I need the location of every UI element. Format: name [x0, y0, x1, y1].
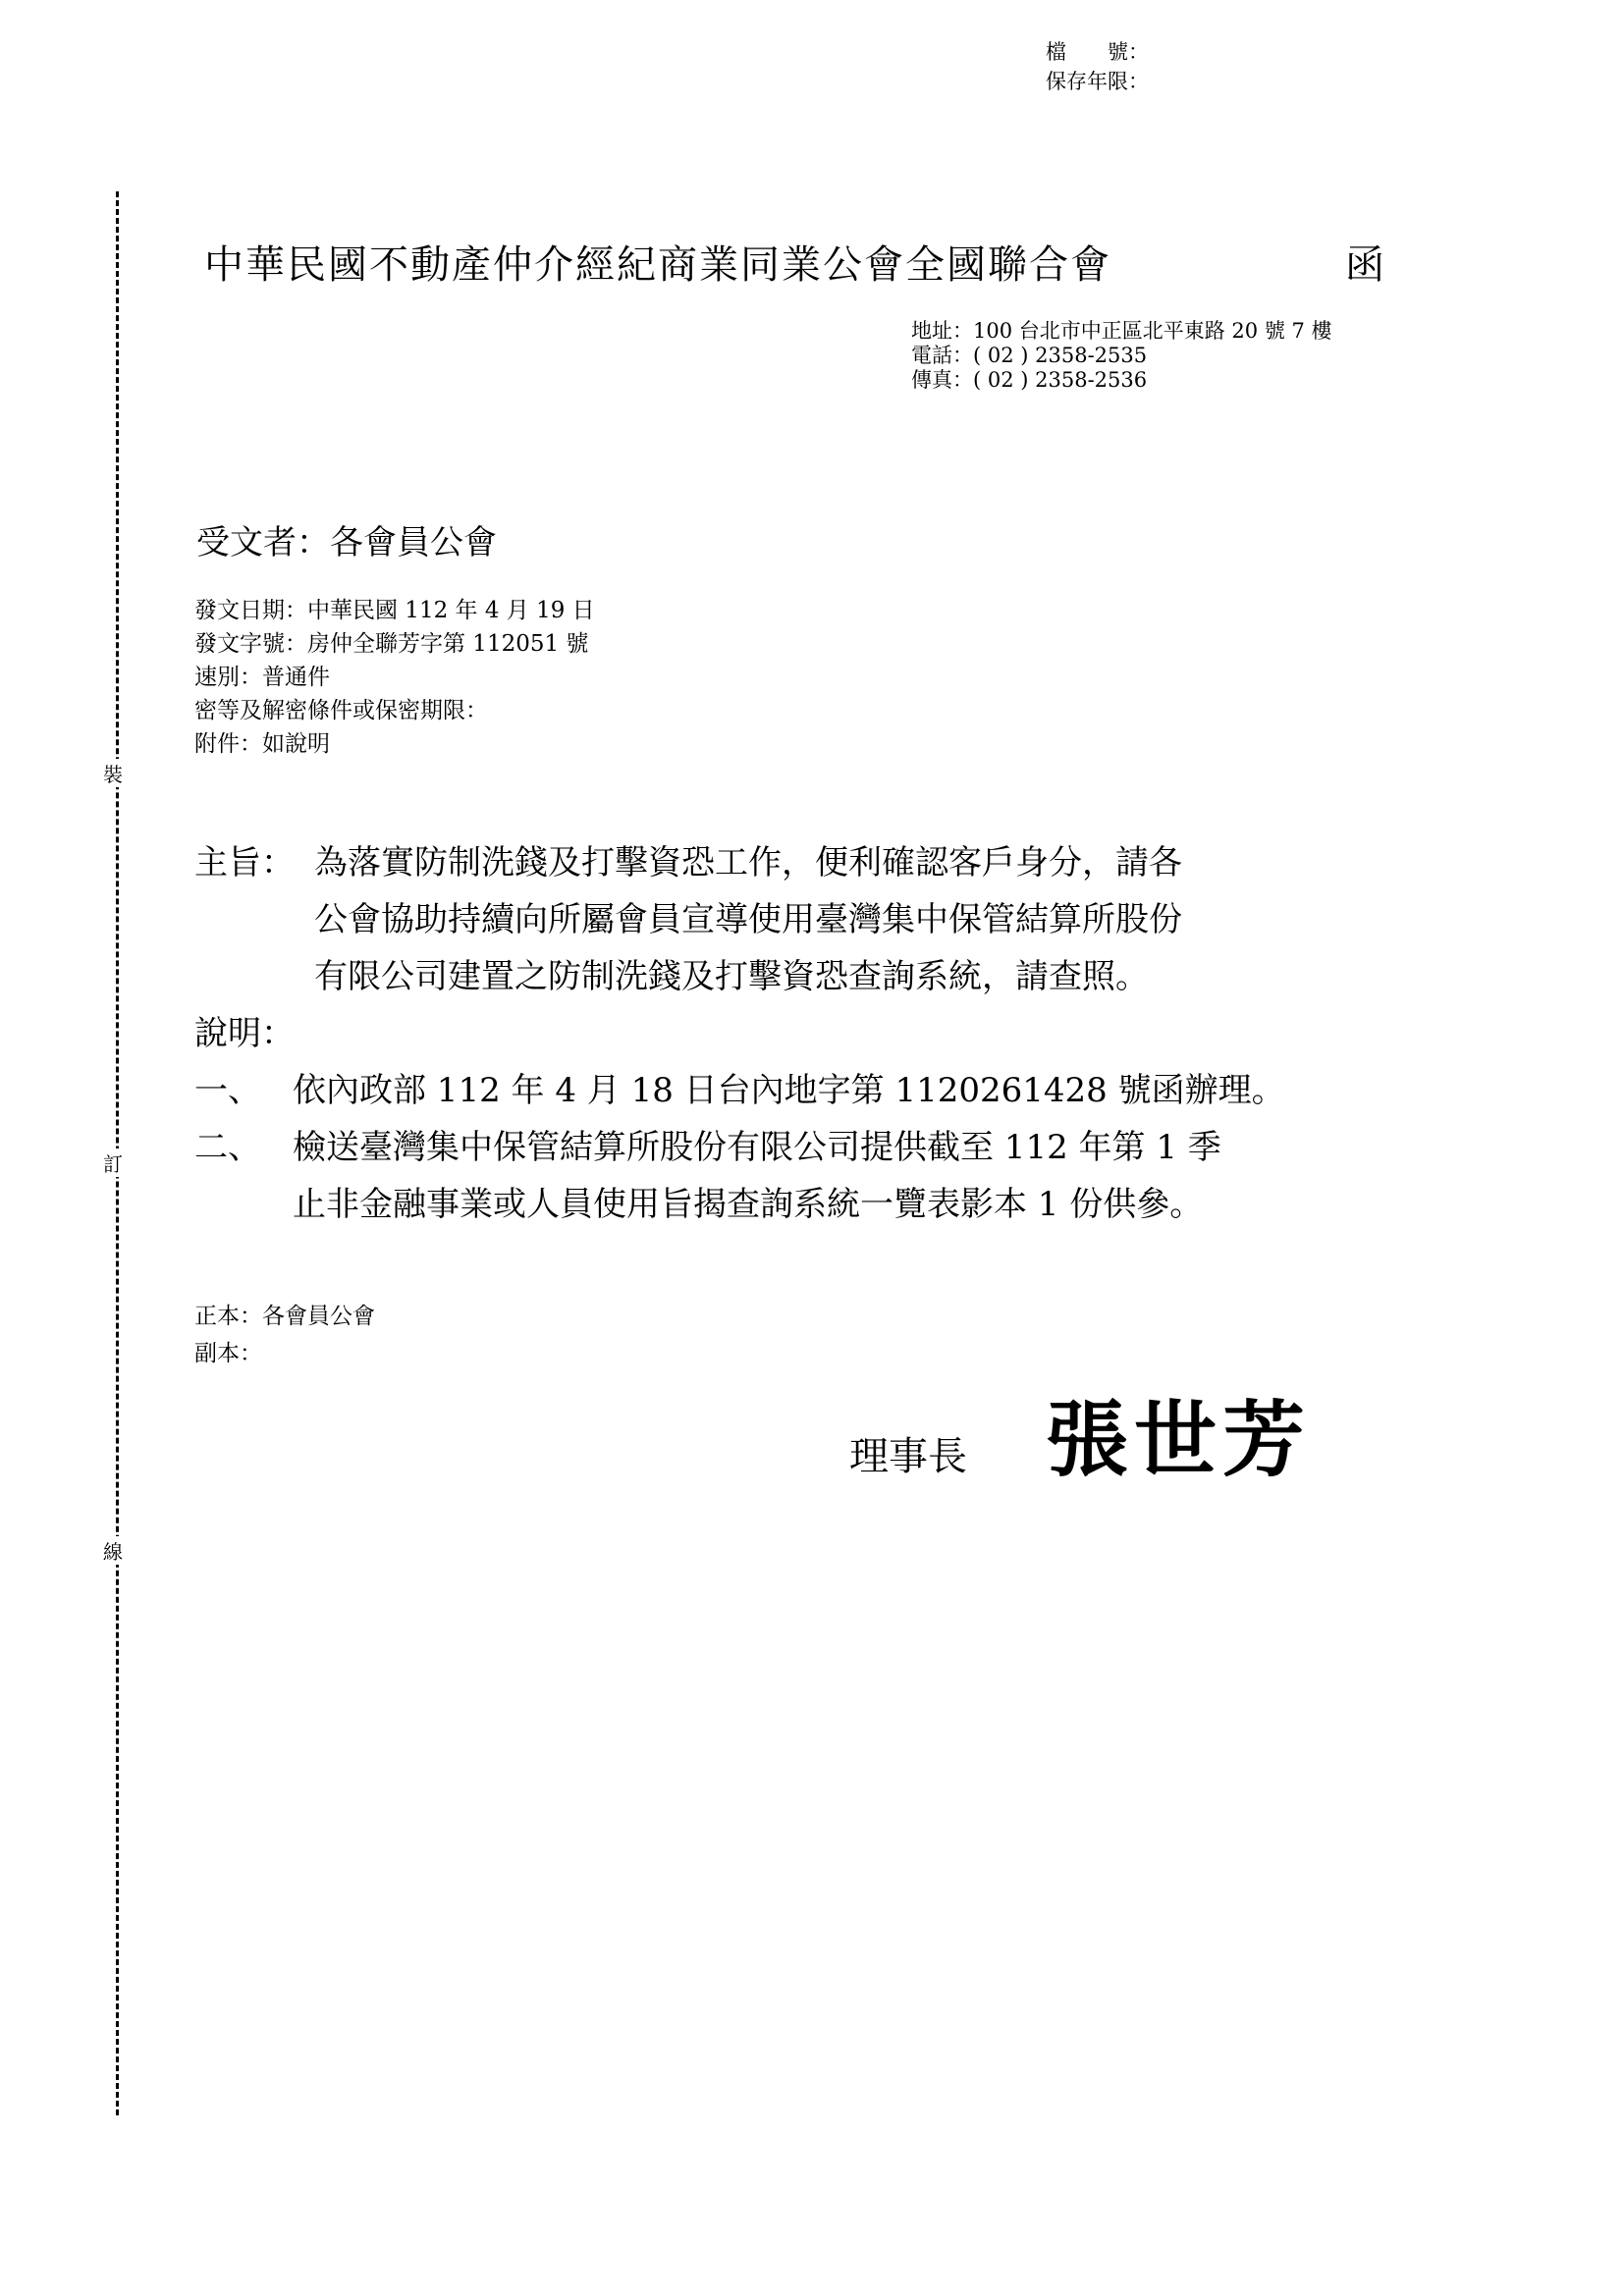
attachment: 附件：如說明 — [194, 731, 330, 757]
subject-line-3: 有限公司建置之防制洗錢及打擊資恐查詢系統，請查照。 — [314, 957, 1149, 996]
signature-name: 張世芳 — [1046, 1391, 1312, 1488]
document-type: 函 — [1345, 242, 1386, 288]
explanation-item-2-line-2: 止非金融事業或人員使用旨揭查詢系統一覽表影本 1 份供參。 — [293, 1185, 1204, 1224]
explanation-item-1-text: 依內政部 112 年 4 月 18 日台內地字第 1120261428 號函辦理。 — [293, 1071, 1285, 1110]
binding-mark-zhuang: 裝 — [103, 759, 123, 787]
original-copy: 正本：各會員公會 — [194, 1304, 375, 1329]
classification: 密等及解密條件或保密期限： — [194, 698, 488, 723]
explanation-item-2-number: 二、 — [194, 1128, 261, 1167]
subject-line-1: 為落實防制洗錢及打擊資恐工作，便利確認客戶身分，請各 — [314, 843, 1182, 882]
retention-label: 保存年限： — [1046, 70, 1149, 93]
signer-title: 理事長 — [849, 1434, 967, 1479]
explanation-label: 說明： — [194, 1014, 295, 1053]
recipient: 受文者：各會員公會 — [196, 523, 497, 562]
document-number: 發文字號：房仲全聯芳字第 112051 號 — [194, 631, 589, 657]
carbon-copy: 副本： — [194, 1341, 262, 1366]
subject-label: 主旨： — [194, 843, 295, 882]
address: 地址：100 台北市中正區北平東路 20 號 7 樓 — [911, 319, 1332, 343]
binding-mark-xian: 線 — [103, 1536, 123, 1565]
priority: 速別：普通件 — [194, 665, 330, 690]
organization-name: 中華民國不動產仲介經紀商業同業公會全國聯合會 — [204, 242, 1111, 288]
subject-line-2: 公會協助持續向所屬會員宣導使用臺灣集中保管結算所股份 — [314, 900, 1182, 939]
fax: 傳真：( 02 ) 2358-2536 — [911, 368, 1148, 392]
file-number-label: 檔 號： — [1046, 40, 1149, 64]
issue-date: 發文日期：中華民國 112 年 4 月 19 日 — [194, 598, 595, 623]
explanation-item-1-number: 一、 — [194, 1071, 261, 1110]
phone: 電話：( 02 ) 2358-2535 — [911, 344, 1148, 367]
explanation-item-2-line-1: 檢送臺灣集中保管結算所股份有限公司提供截至 112 年第 1 季 — [293, 1128, 1221, 1167]
binding-mark-ding: 訂 — [103, 1148, 123, 1177]
